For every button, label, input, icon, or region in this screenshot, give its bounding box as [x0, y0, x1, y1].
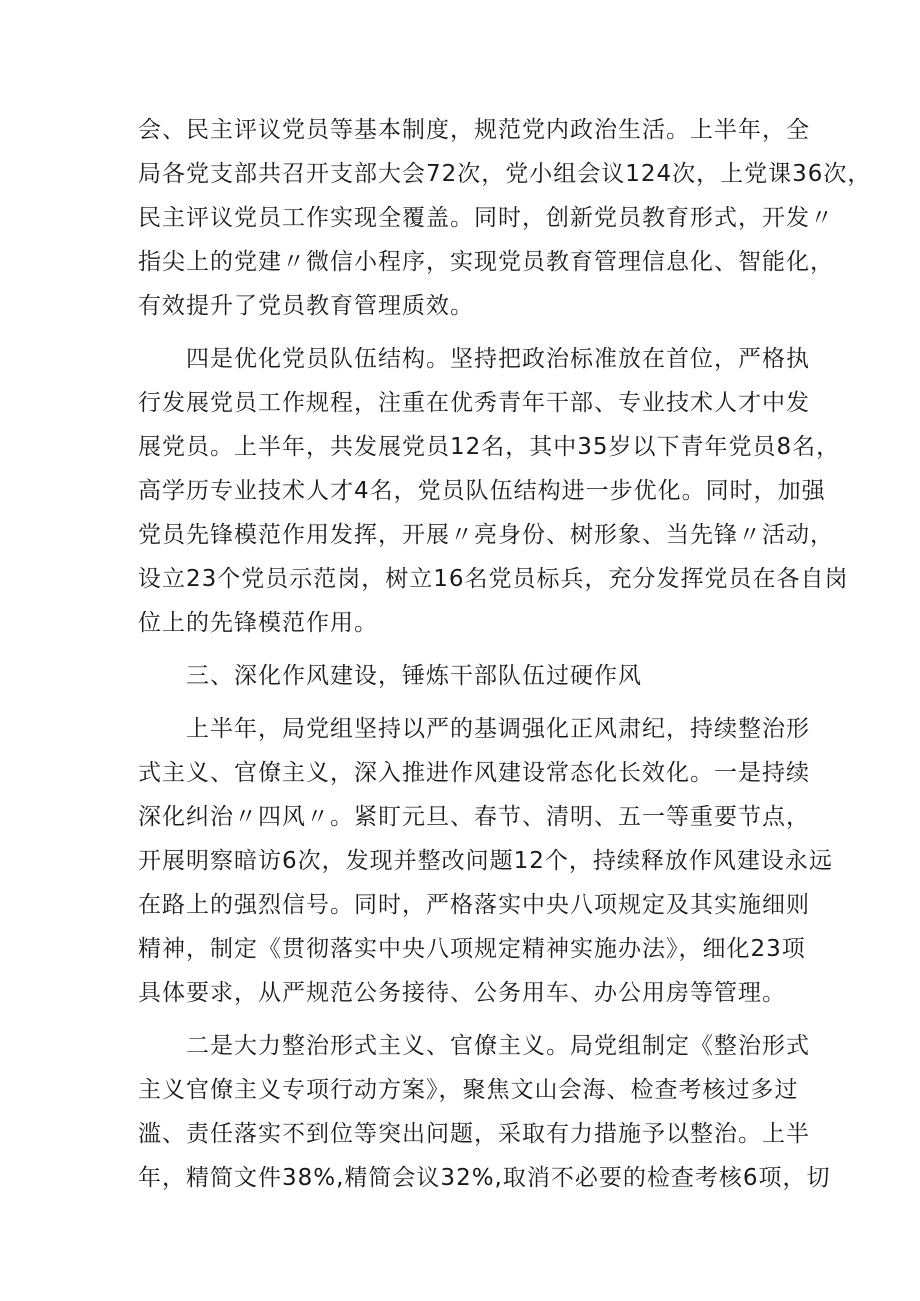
- text-line: 民主评议党员工作实现全覆盖。同时，创新党员教育形式，开发〃: [138, 205, 834, 231]
- text-line: 会、民主评议党员等基本制度，规范党内政治生活。上半年，全: [138, 117, 810, 143]
- section-heading-text: 三、深化作风建设，锤炼干部队伍过硬作风: [138, 663, 642, 689]
- text-line: 指尖上的党建〃微信小程序，实现党员教育管理信息化、智能化，: [138, 249, 834, 275]
- text-line: 设立23个党员示范岗，树立16名党员标兵，充分发挥党员在各自岗: [138, 566, 849, 592]
- paragraph-gap: [138, 698, 788, 707]
- section-heading: [138, 654, 788, 698]
- paragraph-member-structure: [138, 337, 849, 645]
- text-line: 二是大力整治形式主义、官僚主义。局党组制定《整治形式: [138, 1033, 810, 1059]
- text-line: 行发展党员工作规程，注重在优秀青年干部、专业技术人才中发: [138, 390, 810, 416]
- text-line: 展党员。上半年，共发展党员12名，其中35岁以下青年党员8名，: [138, 434, 841, 460]
- text-line: 精神，制定《贯彻落实中央八项规定精神实施办法》，细化23项: [138, 936, 806, 962]
- text-line: 深化纠治〃四风〃。紧盯元旦、春节、清明、五一等重要节点，: [138, 804, 810, 830]
- text-line: 年，精简文件38%,精简会议32%,取消不必要的检查考核6项，切: [138, 1165, 831, 1191]
- text-line: 上半年，局党组坚持以严的基调强化正风肃纪，持续整治形: [138, 716, 810, 742]
- text-line: 有效提升了党员教育管理质效。: [138, 293, 474, 319]
- text-line: 高学历专业技术人才4名，党员队伍结构进一步优化。同时，加强: [138, 478, 826, 504]
- paragraph-party-life: [138, 108, 872, 328]
- text-line: 在路上的强烈信号。同时，严格落实中央八项规定及其实施细则: [138, 892, 810, 918]
- text-line: 四是优化党员队伍结构。坚持把政治标准放在首位，严格执: [138, 346, 810, 372]
- text-line: 位上的先锋模范作用。: [138, 610, 378, 636]
- text-line: 式主义、官僚主义，深入推进作风建设常态化长效化。一是持续: [138, 760, 810, 786]
- text-line: 局各党支部共召开支部大会72次，党小组会议124次，上党课36次，: [138, 161, 872, 187]
- paragraph-gap: [138, 328, 788, 337]
- text-line: 具体要求，从严规范公务接待、公务用车、办公用房等管理。: [138, 980, 786, 1006]
- paragraph-formalism: [138, 1024, 831, 1200]
- text-line: 主义官僚主义专项行动方案》，聚焦文山会海、检查考核过多过: [138, 1077, 799, 1103]
- document-body: [138, 108, 872, 1200]
- paragraph-gap: [138, 1015, 788, 1024]
- text-line: 开展明察暗访6次，发现并整改问题12个，持续释放作风建设永远: [138, 848, 833, 874]
- paragraph-work-style: [138, 707, 833, 1015]
- text-line: 滥、责任落实不到位等突出问题，采取有力措施予以整治。上半: [138, 1121, 810, 1147]
- text-line: 党员先锋模范作用发挥，开展〃亮身份、树形象、当先锋〃活动，: [138, 522, 834, 548]
- paragraph-gap: [138, 645, 788, 654]
